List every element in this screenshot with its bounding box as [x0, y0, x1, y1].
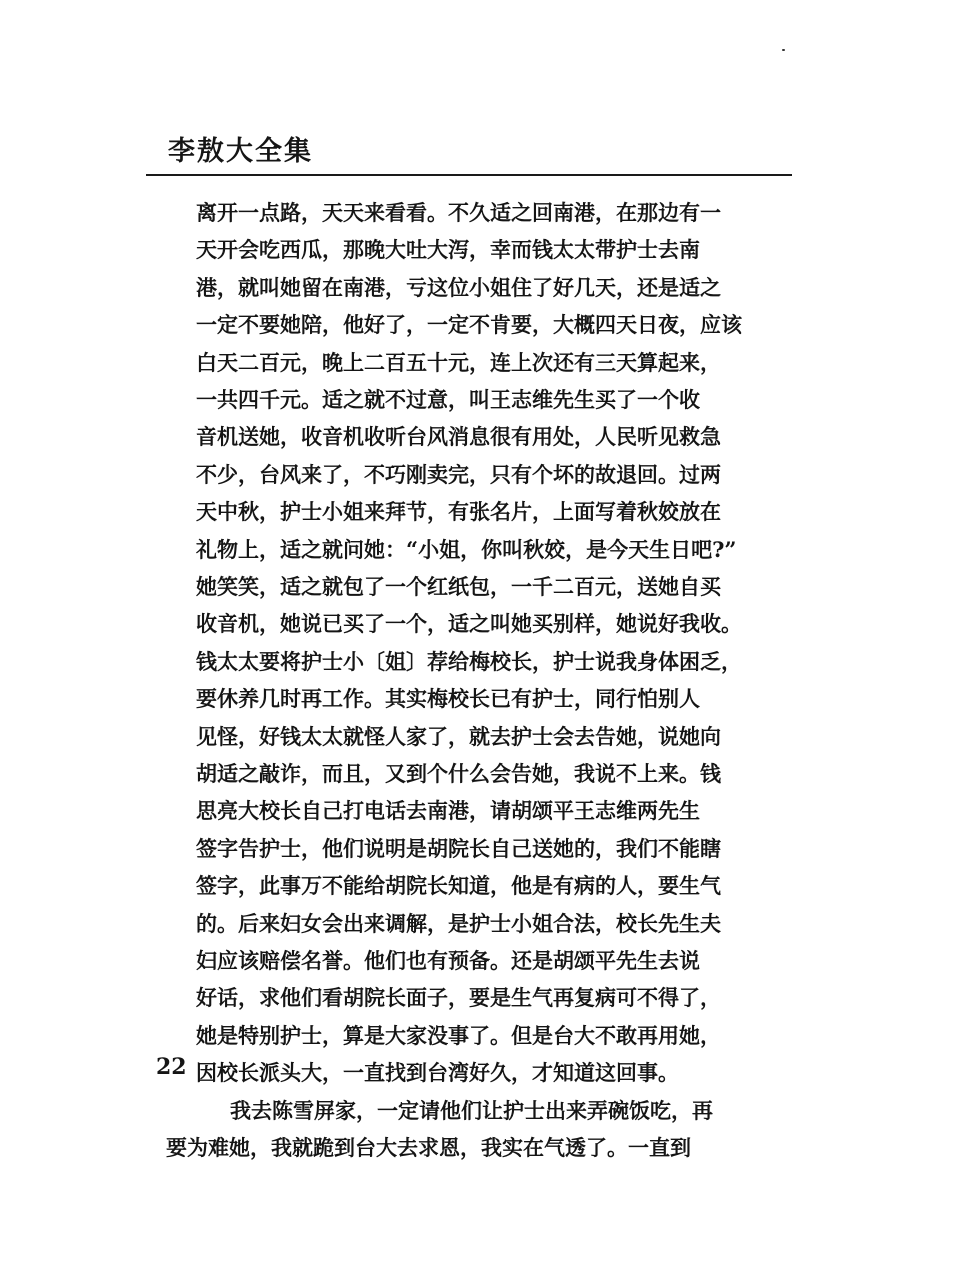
- page-speck: [782, 49, 785, 51]
- text-line: 思亮大校长自己打电话去南港，请胡颂平王志维两先生: [196, 798, 700, 824]
- page-number: 22: [156, 1054, 187, 1080]
- text-line: 要休养几时再工作。其实梅校长已有护士，同行怕别人: [196, 686, 700, 712]
- text-line: 签字告护士，他们说明是胡院长自己送她的，我们不能瞎: [196, 835, 721, 861]
- running-head: 李敖大全集: [168, 136, 313, 167]
- text-line: 她是特别护士，算是大家没事了。但是台大不敢再用她，: [196, 1022, 721, 1048]
- text-line: 要为难她，我就跪到台大去求恩，我实在气透了。一直到: [166, 1135, 691, 1160]
- text-line: 收音机，她说已买了一个，适之叫她买别样，她说好我收。: [196, 611, 742, 637]
- text-line: 的。后来妇女会出来调解，是护士小姐合法，校长先生夫: [196, 910, 721, 936]
- paragraph-first-line: 我去陈雪屏家，一定请他们让护士出来弄碗饭吃，再: [230, 1097, 713, 1123]
- text-line: 一共四千元。适之就不过意，叫王志维先生买了一个收: [196, 387, 700, 412]
- text-line: 离开一点路，天天来看看。不久适之回南港，在那边有一: [196, 200, 721, 225]
- text-line: 好话，求他们看胡院长面子，要是生气再复病可不得了，: [196, 985, 721, 1011]
- text-line: 钱太太要将护士小〔姐〕荐给梅校长，护士说我身体困乏，: [196, 648, 742, 674]
- text-line: 不少，台风来了，不巧刚卖完，只有个坏的故退回。过两: [196, 461, 721, 487]
- text-line: 礼物上，适之就问她：“小姐，你叫秋姣，是今天生日吧?”: [196, 536, 737, 562]
- header-rule: [146, 174, 792, 176]
- text-line: 妇应该赔偿名誉。他们也有预备。还是胡颂平先生去说: [196, 948, 700, 973]
- text-line: 天中秋，护士小姐来拜节，有张名片，上面写着秋姣放在: [196, 499, 721, 525]
- text-line: 因校长派头大，一直找到台湾好久，才知道这回事。: [196, 1060, 679, 1086]
- text-line: 胡适之敲诈，而且，又到个什么会告她，我说不上来。钱: [196, 761, 721, 786]
- text-line: 见怪，好钱太太就怪人家了，就去护士会去告她，说她向: [196, 723, 721, 749]
- text-line: 天开会吃西瓜，那晚大吐大泻，幸而钱太太带护士去南: [196, 237, 700, 263]
- text-line: 港，就叫她留在南港，亏这位小姐住了好几天，还是适之: [196, 274, 721, 300]
- text-line: 她笑笑，适之就包了一个红纸包，一千二百元，送她自买: [196, 574, 721, 599]
- text-line: 音机送她，收音机收听台风消息很有用处，人民听见救急: [196, 424, 721, 450]
- text-line: 白天二百元，晚上二百五十元，连上次还有三天算起来，: [196, 349, 721, 375]
- text-line: 签字，此事万不能给胡院长知道，他是有病的人，要生气: [196, 873, 721, 899]
- text-line: 一定不要她陪，他好了，一定不肯要，大概四天日夜，应该: [196, 312, 742, 338]
